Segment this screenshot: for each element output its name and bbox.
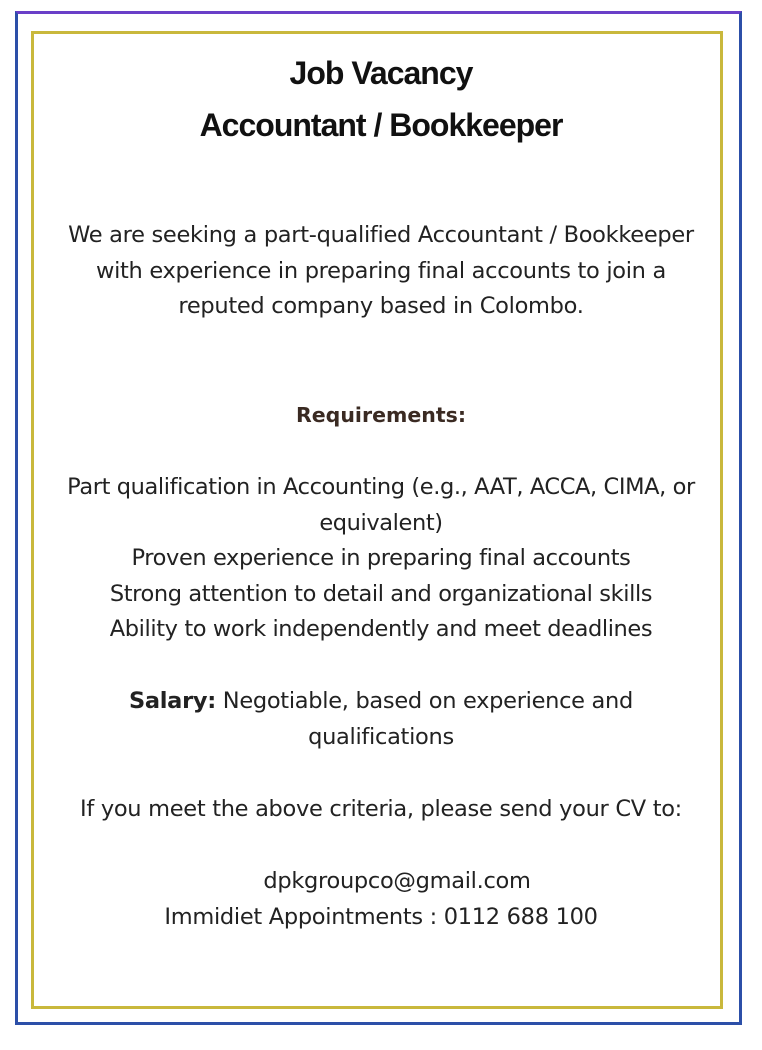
email-address[interactable]: dpkgroupco@gmail.com (263, 868, 531, 894)
requirement-item: Proven experience in preparing final accounts (131, 545, 631, 571)
requirement-item: Strong attention to detail and organizational skills (109, 580, 653, 607)
requirement-item: Ability to work independently and meet deadlines (109, 616, 653, 642)
title-job-vacancy: Job Vacancy (289, 55, 473, 91)
intro-paragraph: We are seeking a part-qualified Accountant / Bookkeeper with experience in preparing final accounts to join a reputed company based in Colombo. (68, 222, 694, 319)
salary-text: Negotiable, based on experience and qualifications (215, 688, 633, 750)
title-position: Accountant / Bookkeeper (199, 107, 563, 143)
requirements-list (50, 470, 712, 648)
salary-label: Salary: (128, 688, 216, 714)
salary-paragraph (62, 684, 700, 755)
requirements-heading: Requirements: (295, 403, 467, 427)
requirement-item: Part qualification in Accounting (e.g., AAT, ACCA, CIMA, or equivalent) (67, 474, 695, 536)
contact-paragraph: If you meet the above criteria, please send your CV to: (80, 796, 682, 822)
appointments-phone: Immidiet Appointments : 0112 688 100 (164, 904, 598, 930)
